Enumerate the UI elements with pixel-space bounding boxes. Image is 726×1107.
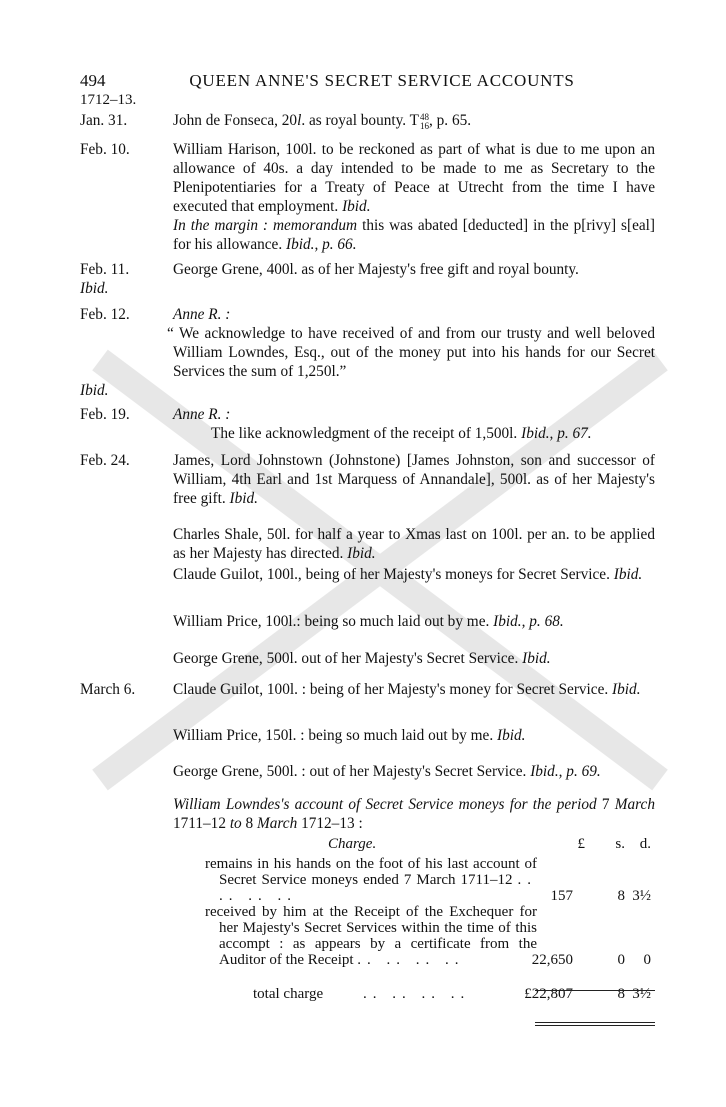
pounds-heading: £ — [577, 836, 585, 852]
entry-text: George Grene, 500l. out of her Majesty's Secret Service. Ibid. — [173, 650, 551, 667]
row-shillings: 8 — [617, 888, 625, 904]
row-shillings: 0 — [617, 952, 625, 968]
year-label: 1712–13. — [80, 92, 137, 108]
account-row — [205, 856, 655, 904]
charge-heading: Charge. — [328, 836, 377, 852]
entry-text: Claude Guilot, 100l., being of her Majesty's moneys for Secret Service. Ibid. — [173, 566, 643, 583]
account-table — [205, 836, 655, 1006]
account-total-row — [205, 986, 655, 1006]
row-description: received by him at the Receipt of the Exchequer for her Majesty's Secret Services within the time of this accompt : as appears by a certificate from the Auditor of the Receipt — [205, 904, 537, 968]
entry-text: William Price, 150l. : being so much laid out by me. Ibid. — [173, 727, 526, 744]
subtotal-rule — [535, 990, 655, 991]
entry-date: Jan. 31. — [80, 112, 128, 129]
leader-dots: .. .. .. .. — [363, 986, 471, 1002]
entry-claude-guilot — [80, 565, 655, 584]
margin-note: In the margin : memorandum this was abated [deducted] in the p[rivy] s[eal] for his allowance. Ibid., p. 66. — [173, 217, 655, 253]
entry-text: George Grene, 400l. as of her Majesty's free gift and royal bounty. — [173, 261, 579, 278]
page-header — [80, 71, 660, 93]
entry-date: Feb. 11. — [80, 261, 130, 278]
quotation: “ We acknowledge to have received of and from our trusty and well beloved William Lowndes, Esq., out of the money put into his hands for our Secret Services the sum of 1,250l.” — [167, 325, 655, 380]
entry-george-grene — [80, 649, 655, 668]
leader-dots: .. .. .. .. — [357, 952, 465, 968]
entry-date: Feb. 24. — [80, 452, 130, 469]
row-pence: 0 — [643, 952, 651, 968]
row-description: remains in his hands on the foot of his last account of Secret Service moneys ended 7 March 1711–12 — [205, 856, 537, 888]
entry-text: The like acknowledgment of the receipt of 1,500l. Ibid., p. 67. — [211, 425, 592, 442]
entry-text: Charles Shale, 50l. for half a year to Xmas last on 100l. per an. to be applied as her Majesty has directed. Ibid. — [173, 526, 655, 562]
pence-heading: d. — [639, 836, 651, 852]
entry-date: Feb. 19. — [80, 406, 130, 423]
leader-dots: .. .. .. .. — [219, 872, 537, 904]
shillings-heading: s. — [615, 836, 625, 852]
total-pounds: £22,807 — [524, 986, 573, 1002]
row-pence: 3½ — [632, 888, 651, 904]
entry-george-grene-2 — [80, 762, 655, 781]
entry-reference: Ibid. — [80, 280, 109, 297]
entry-text: John de Fonseca, 20l. as royal bounty. T 48 16 , p. 65. — [173, 112, 472, 131]
entry-reference: Ibid. — [80, 382, 109, 399]
entry-text: William Price, 100l.: being so much laid out by me. Ibid., p. 68. — [173, 613, 564, 630]
total-shillings: 8 — [617, 986, 625, 1002]
entry-william-price-2 — [80, 726, 655, 745]
entry-feb-11 — [80, 260, 655, 298]
entry-feb-12 — [80, 305, 655, 400]
entry-text: George Grene, 500l. : out of her Majesty's Secret Service. Ibid., p. 69. — [173, 763, 601, 780]
entry-date: March 6. — [80, 681, 136, 698]
entry-william-price — [80, 612, 655, 631]
total-label: total charge — [253, 986, 324, 1002]
entry-feb-19 — [80, 405, 655, 443]
account-header-row — [205, 836, 655, 856]
treasury-ref-fraction: 48 16 — [420, 112, 429, 131]
entry-jan-31 — [80, 111, 655, 131]
total-rule-2 — [535, 1025, 655, 1026]
signature-lead: Anne R. : — [173, 406, 231, 423]
entry-date: Feb. 12. — [80, 306, 130, 323]
total-rule-1 — [535, 1022, 655, 1023]
entry-text: William Harison, 100l. to be reckoned as part of what is due to me upon an allowance of 40s. a day intended to be made to me as Secretary to the Plenipotentiaries for a Treaty of Peace at Utrecht from the time I have executed that employment. Ibid. — [173, 141, 655, 215]
entry-charles-shale — [80, 525, 655, 563]
running-title: QUEEN ANNE'S SECRET SERVICE ACCOUNTS — [189, 71, 575, 90]
entry-text: James, Lord Johnstown (Johnstone) [James Johnston, son and successor of William, 4th Earl and 1st Marquess of Annandale], 500l. as of her Majesty's free gift. Ibid. — [173, 452, 655, 507]
entry-text: Claude Guilot, 100l. : being of her Majesty's money for Secret Service. Ibid. — [173, 681, 641, 698]
entry-feb-24 — [80, 451, 655, 508]
account-row — [205, 904, 655, 968]
account-title: William Lowndes's account of Secret Service moneys for the period 7 March 1711–12 to 8 March 1712–13 : — [173, 796, 655, 832]
entry-date: Feb. 10. — [80, 141, 130, 158]
signature-lead: Anne R. : — [173, 306, 231, 323]
row-pounds: 22,650 — [531, 952, 573, 968]
entry-march-6 — [80, 680, 655, 699]
entry-feb-10 — [80, 140, 655, 254]
page-number: 494 — [80, 71, 106, 90]
row-pounds: 157 — [550, 888, 573, 904]
total-pence: 3½ — [632, 986, 651, 1002]
